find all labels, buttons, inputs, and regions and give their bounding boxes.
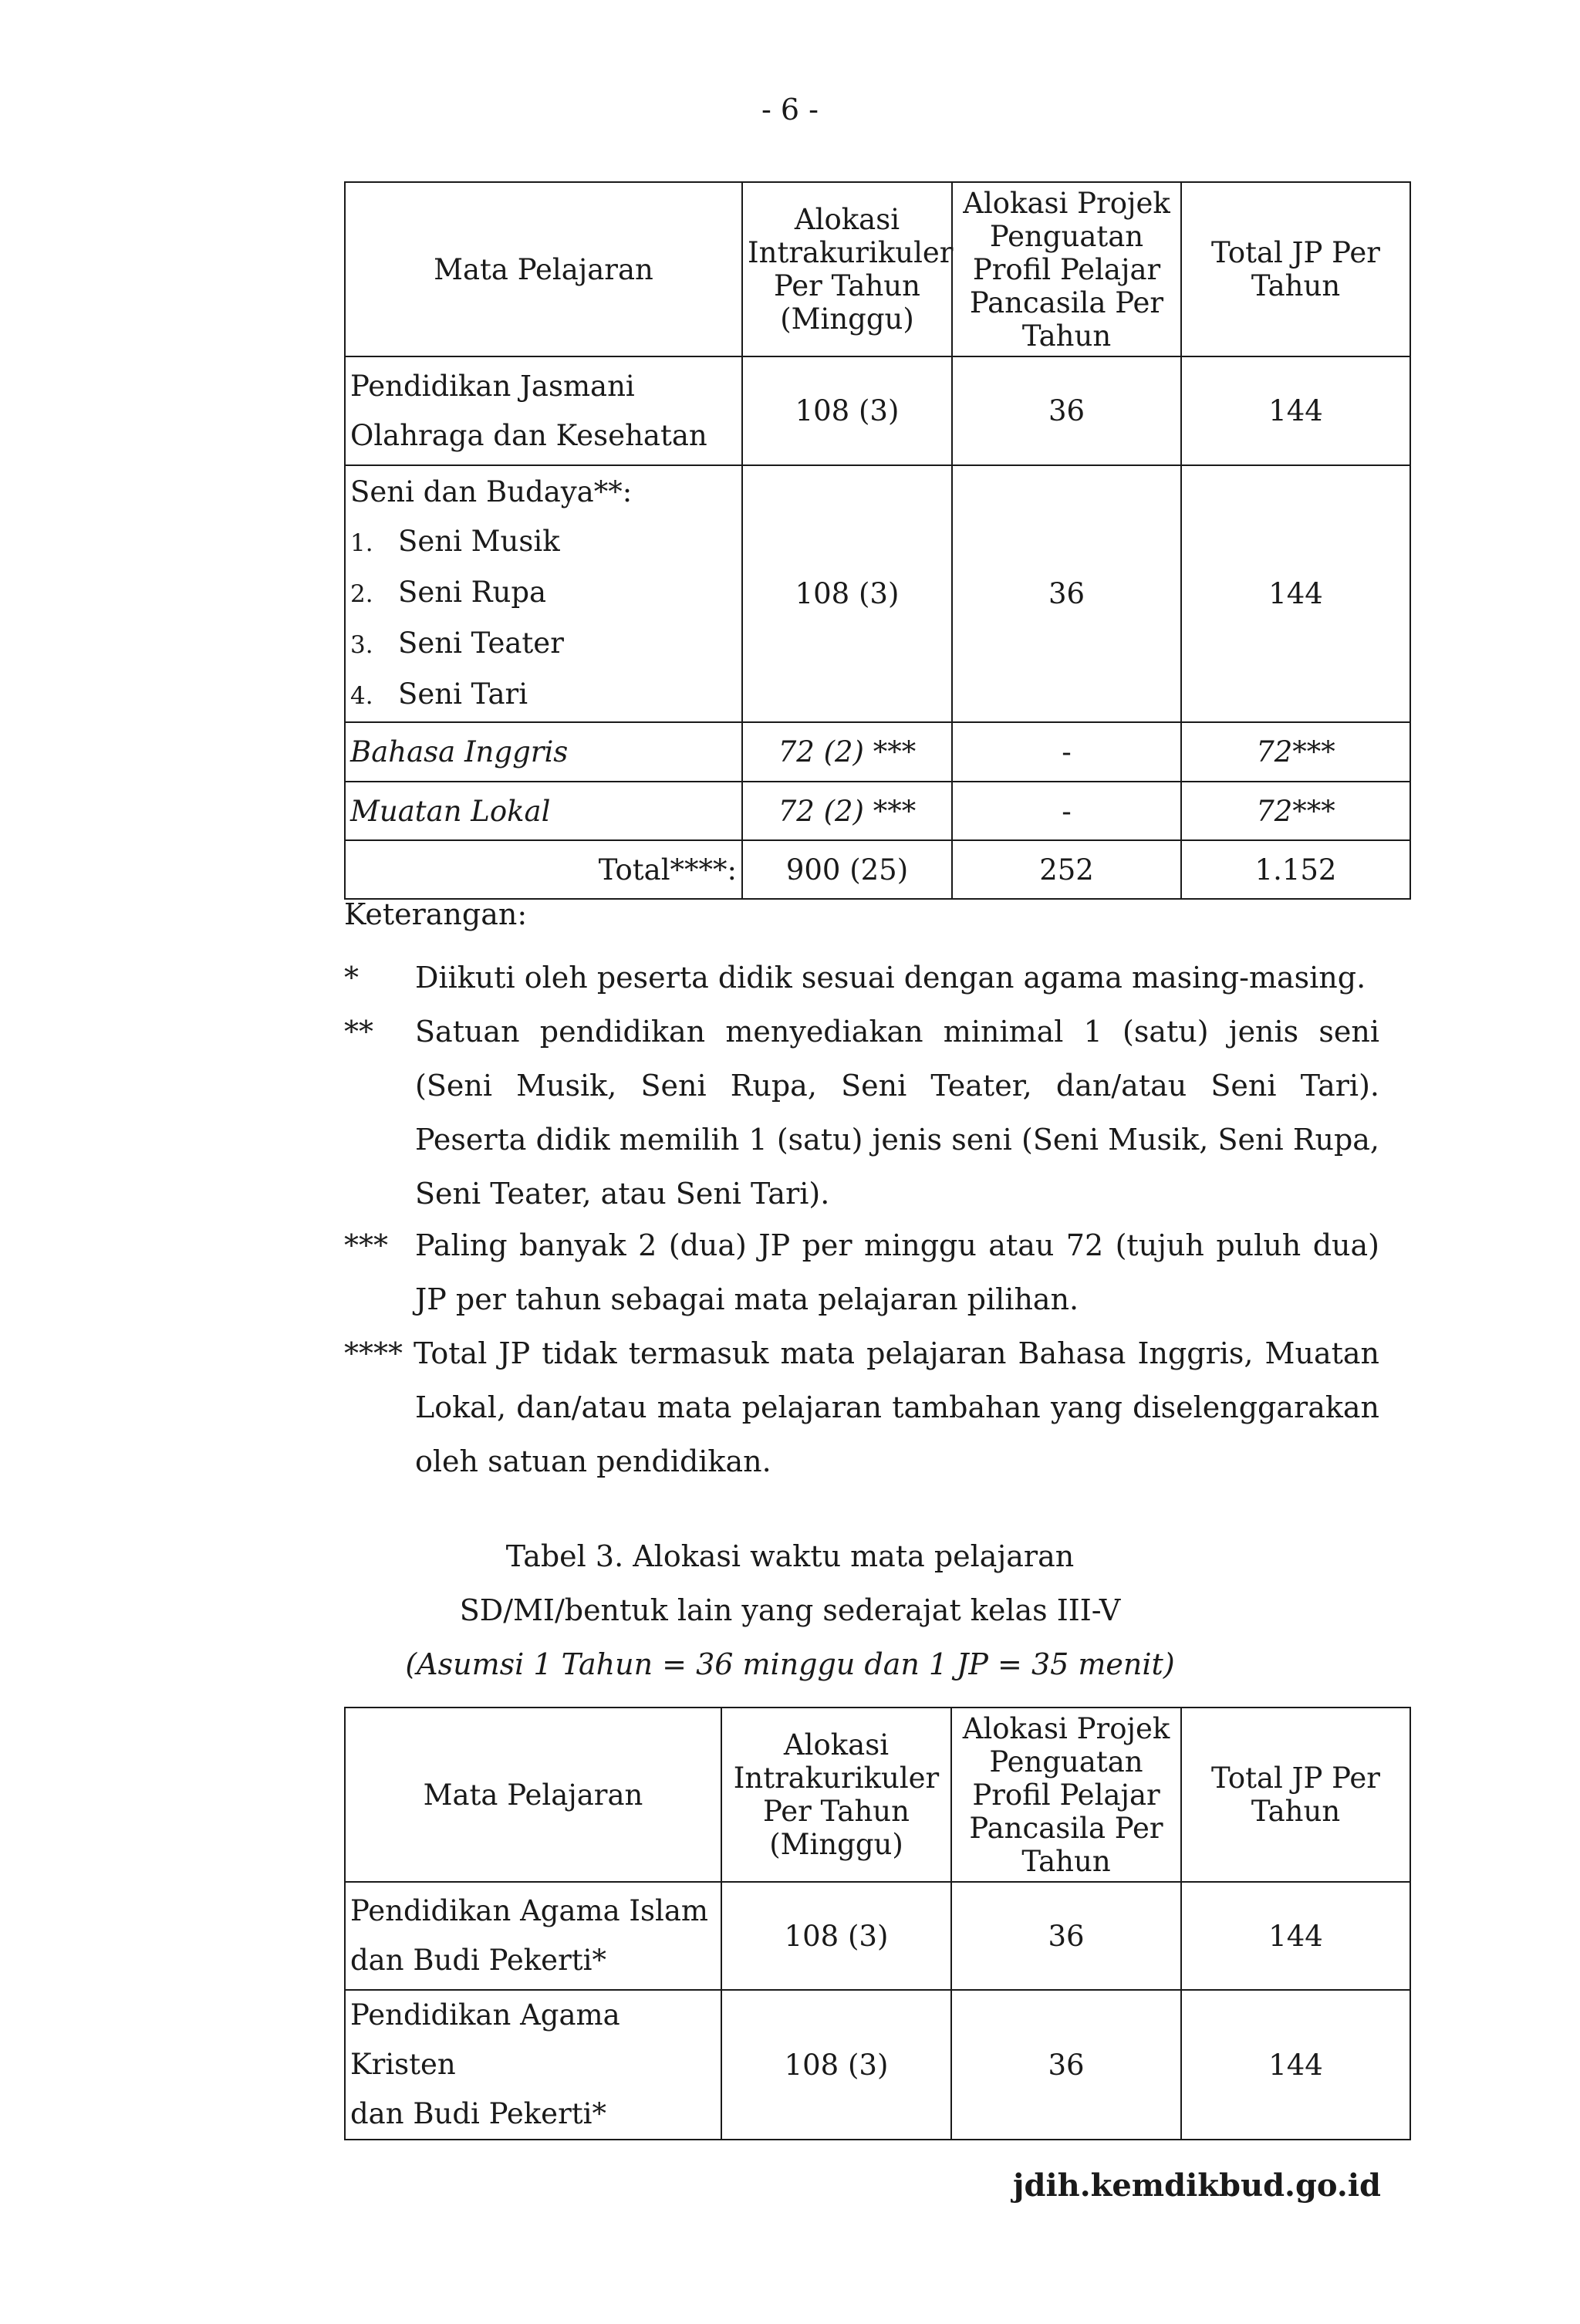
- subject-cell: [345, 1882, 721, 1990]
- subject-line: Olahraga dan Kesehatan: [350, 418, 707, 452]
- projek-cell: 36: [952, 356, 1181, 465]
- list-item: 4. Seni Tari: [350, 677, 528, 711]
- total-cell: 144: [1181, 356, 1410, 465]
- subject-cell: [345, 356, 742, 465]
- table-row: [345, 782, 1410, 840]
- allocation-table-continued: [344, 181, 1411, 900]
- projek-cell: -: [952, 722, 1181, 782]
- intra-cell: 72 (2) ***: [742, 722, 952, 782]
- subject-line: dan Budi Pekerti*: [350, 1944, 606, 1977]
- total-cell: 72***: [1181, 782, 1410, 840]
- header-total-jp: Total JP Per Tahun: [1181, 182, 1410, 356]
- table-caption-line1: Tabel 3. Alokasi waktu mata pelajaran: [505, 1539, 1075, 1573]
- total-cell: 144: [1181, 1990, 1410, 2140]
- table-row: [345, 1882, 1410, 1990]
- total-cell: 144: [1181, 1882, 1410, 1990]
- projek-cell: 36: [951, 1990, 1181, 2140]
- table-row: [345, 722, 1410, 782]
- total-cell: 144: [1181, 465, 1410, 722]
- header-mata-pelajaran: Mata Pelajaran: [345, 1708, 721, 1882]
- total-intra: 900 (25): [742, 840, 952, 899]
- header-alokasi-intrakurikuler: Alokasi Intrakurikuler Per Tahun (Minggu): [721, 1708, 951, 1882]
- table-row: [345, 356, 1410, 465]
- total-cell: 72***: [1181, 722, 1410, 782]
- note-item: [344, 1326, 1379, 1488]
- note-mark: **: [344, 1015, 373, 1049]
- total-projek: 252: [952, 840, 1181, 899]
- table-row: [345, 465, 1410, 722]
- intra-cell: 108 (3): [721, 1990, 951, 2140]
- subject-line: Pendidikan Agama Kristen: [350, 1998, 620, 2081]
- table-caption-line2: SD/MI/bentuk lain yang sederajat kelas III-V: [459, 1593, 1121, 1627]
- subject-cell: [345, 1990, 721, 2140]
- list-item: 1. Seni Musik: [350, 524, 560, 558]
- intra-cell: 108 (3): [742, 356, 952, 465]
- intra-cell: 108 (3): [742, 465, 952, 722]
- table-header-row: [345, 1708, 1410, 1882]
- intra-cell: 108 (3): [721, 1882, 951, 1990]
- page-number: - 6 -: [761, 93, 819, 127]
- note-text: Paling banyak 2 (dua) JP per minggu atau 72 (tujuh puluh dua) JP per tahun sebagai mata pelajaran pilihan.: [415, 1228, 1379, 1316]
- intra-cell: 72 (2) ***: [742, 782, 952, 840]
- projek-cell: 36: [951, 1882, 1181, 1990]
- table-header-row: [345, 182, 1410, 356]
- table-row: [345, 1990, 1410, 2140]
- notes-heading: Keterangan:: [344, 897, 528, 931]
- projek-cell: -: [952, 782, 1181, 840]
- footer-source-link: jdih.kemdikbud.go.id: [1013, 2167, 1381, 2204]
- header-total-jp: Total JP Per Tahun: [1181, 1708, 1410, 1882]
- subject-line: Pendidikan Jasmani: [350, 369, 635, 403]
- subject-cell: [345, 465, 742, 722]
- projek-cell: 36: [952, 465, 1181, 722]
- table-caption-line3: (Asumsi 1 Tahun = 36 minggu dan 1 JP = 35 menit): [405, 1647, 1175, 1681]
- note-text: Satuan pendidikan menyediakan minimal 1 (satu) jenis seni (Seni Musik, Seni Rupa, Seni Teater, dan/atau Seni Tari). Peserta didik memilih 1 (satu) jenis seni (Seni Musik, Seni Rupa, Seni Teater, atau Seni Tari).: [415, 1015, 1379, 1211]
- note-text: Total JP tidak termasuk mata pelajaran Bahasa Inggris, Muatan Lokal, dan/atau mata pelajaran tambahan yang diselenggarakan oleh satuan pendidikan.: [414, 1336, 1379, 1478]
- subject-cell: Muatan Lokal: [345, 782, 742, 840]
- header-mata-pelajaran: Mata Pelajaran: [345, 182, 742, 356]
- table-total-row: [345, 840, 1410, 899]
- note-text: Diikuti oleh peserta didik sesuai dengan agama masing-masing.: [415, 961, 1366, 995]
- header-alokasi-projek: Alokasi Projek Penguatan Profil Pelajar Pancasila Per Tahun: [951, 1708, 1181, 1882]
- subject-cell: Bahasa Inggris: [345, 722, 742, 782]
- note-mark: *: [344, 961, 359, 995]
- subject-line: Pendidikan Agama Islam: [350, 1894, 709, 1927]
- header-alokasi-projek: Alokasi Projek Penguatan Profil Pelajar Pancasila Per Tahun: [952, 182, 1181, 356]
- subject-line: dan Budi Pekerti*: [350, 2097, 606, 2130]
- total-label: Total****:: [345, 840, 742, 899]
- note-item: [344, 1218, 1379, 1326]
- note-mark: ***: [344, 1228, 388, 1262]
- total-jp: 1.152: [1181, 840, 1410, 899]
- note-item: [344, 1005, 1379, 1221]
- note-mark: ****: [344, 1336, 403, 1370]
- allocation-table-kelas-3-5: [344, 1707, 1411, 2140]
- list-item: 2. Seni Rupa: [350, 575, 547, 609]
- note-item: [344, 951, 1379, 1005]
- header-alokasi-intrakurikuler: Alokasi Intrakurikuler Per Tahun (Minggu): [742, 182, 952, 356]
- subject-title: Seni dan Budaya**:: [350, 475, 633, 508]
- list-item: 3. Seni Teater: [350, 626, 564, 660]
